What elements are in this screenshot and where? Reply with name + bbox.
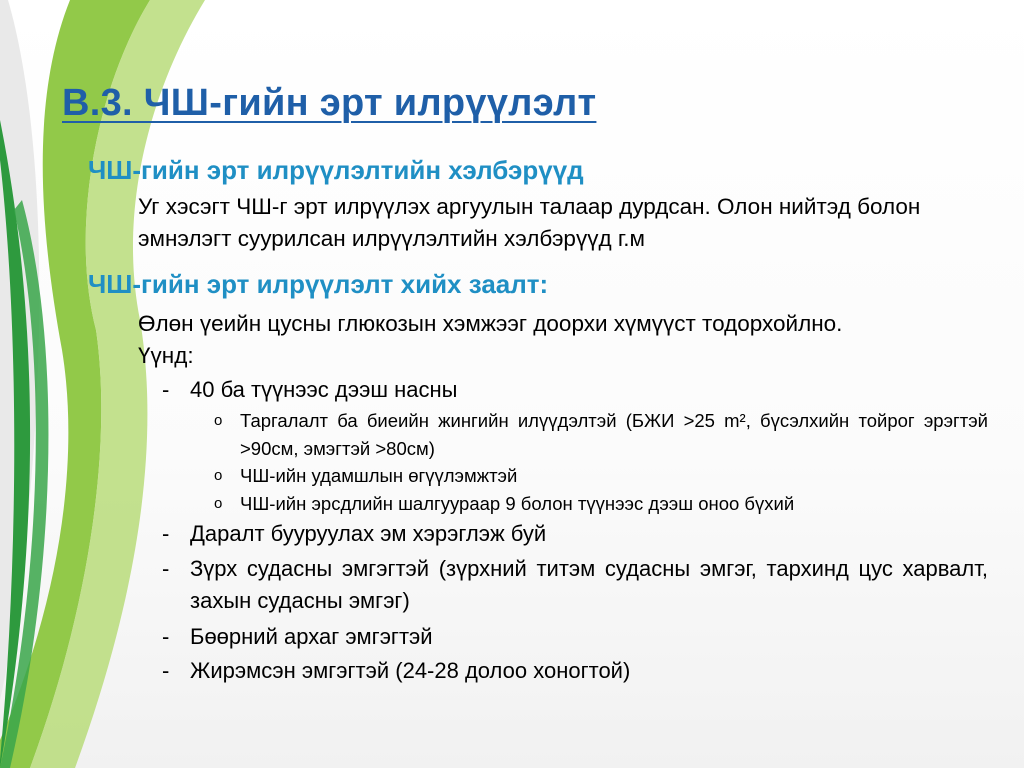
list-item xyxy=(162,655,988,687)
dash-bullet: - xyxy=(162,624,170,649)
sub-list-item xyxy=(214,407,988,463)
sub-list-item xyxy=(214,462,988,490)
dash-bullet: - xyxy=(162,556,170,581)
slide-title: B.3. ЧШ-гийн эрт илрүүлэлт xyxy=(62,82,597,124)
sub-list-item-text: ЧШ-ийн удамшлын өгүүлэмжтэй xyxy=(240,465,518,486)
dash-bullet: - xyxy=(162,658,170,683)
list-item xyxy=(162,621,988,653)
circle-bullet: o xyxy=(214,495,223,512)
circle-bullet: o xyxy=(214,412,223,429)
dash-bullet: - xyxy=(162,377,170,402)
section-paragraph-indications: Өлөн үеийн цусны глюкозын хэмжээг доорхи хүмүүст тодорхойлно. Үүнд: xyxy=(138,311,843,368)
section-paragraph-forms: Уг хэсэгт ЧШ-г эрт илрүүлэх аргуулын талаар дурдсан. Олон нийтэд болон эмнэлэгт суурилсан илрүүлэлтийн хэлбэрүүд г.м xyxy=(138,194,921,251)
section-heading-forms: ЧШ-гийн эрт илрүүлэлтийн хэлбэрүүд xyxy=(88,155,584,185)
sub-list-item xyxy=(214,490,988,518)
list-item-text: 40 ба түүнээс дээш насны xyxy=(190,377,458,402)
list-item xyxy=(162,553,988,617)
sub-list-item-text: Таргалалт ба биеийн жингийн илүүдэлтэй (БЖИ >25 m², бүсэлхийн тойрог эрэгтэй >90см, эмэгтэй >80см) xyxy=(240,410,988,459)
list-item xyxy=(162,374,988,406)
section-heading-indications: ЧШ-гийн эрт илрүүлэлт хийх заалт: xyxy=(88,269,549,299)
list-item-text: Бөөрний архаг эмгэгтэй xyxy=(190,624,433,649)
list-item-text: Даралт бууруулах эм хэрэглэж буй xyxy=(190,521,547,546)
list-item xyxy=(162,518,988,550)
circle-bullet: o xyxy=(214,467,223,484)
list-item-text: Зүрх судасны эмгэгтэй (зүрхний титэм судасны эмгэг, тархинд цус харвалт, захын судасны эмгэг) xyxy=(190,556,988,613)
dash-bullet: - xyxy=(162,521,170,546)
sub-list-item-text: ЧШ-ийн эрсдлийн шалгуураар 9 болон түүнээс дээш оноо бүхий xyxy=(240,493,795,514)
list-item-text: Жирэмсэн эмгэгтэй (24-28 долоо хоногтой) xyxy=(190,658,631,683)
